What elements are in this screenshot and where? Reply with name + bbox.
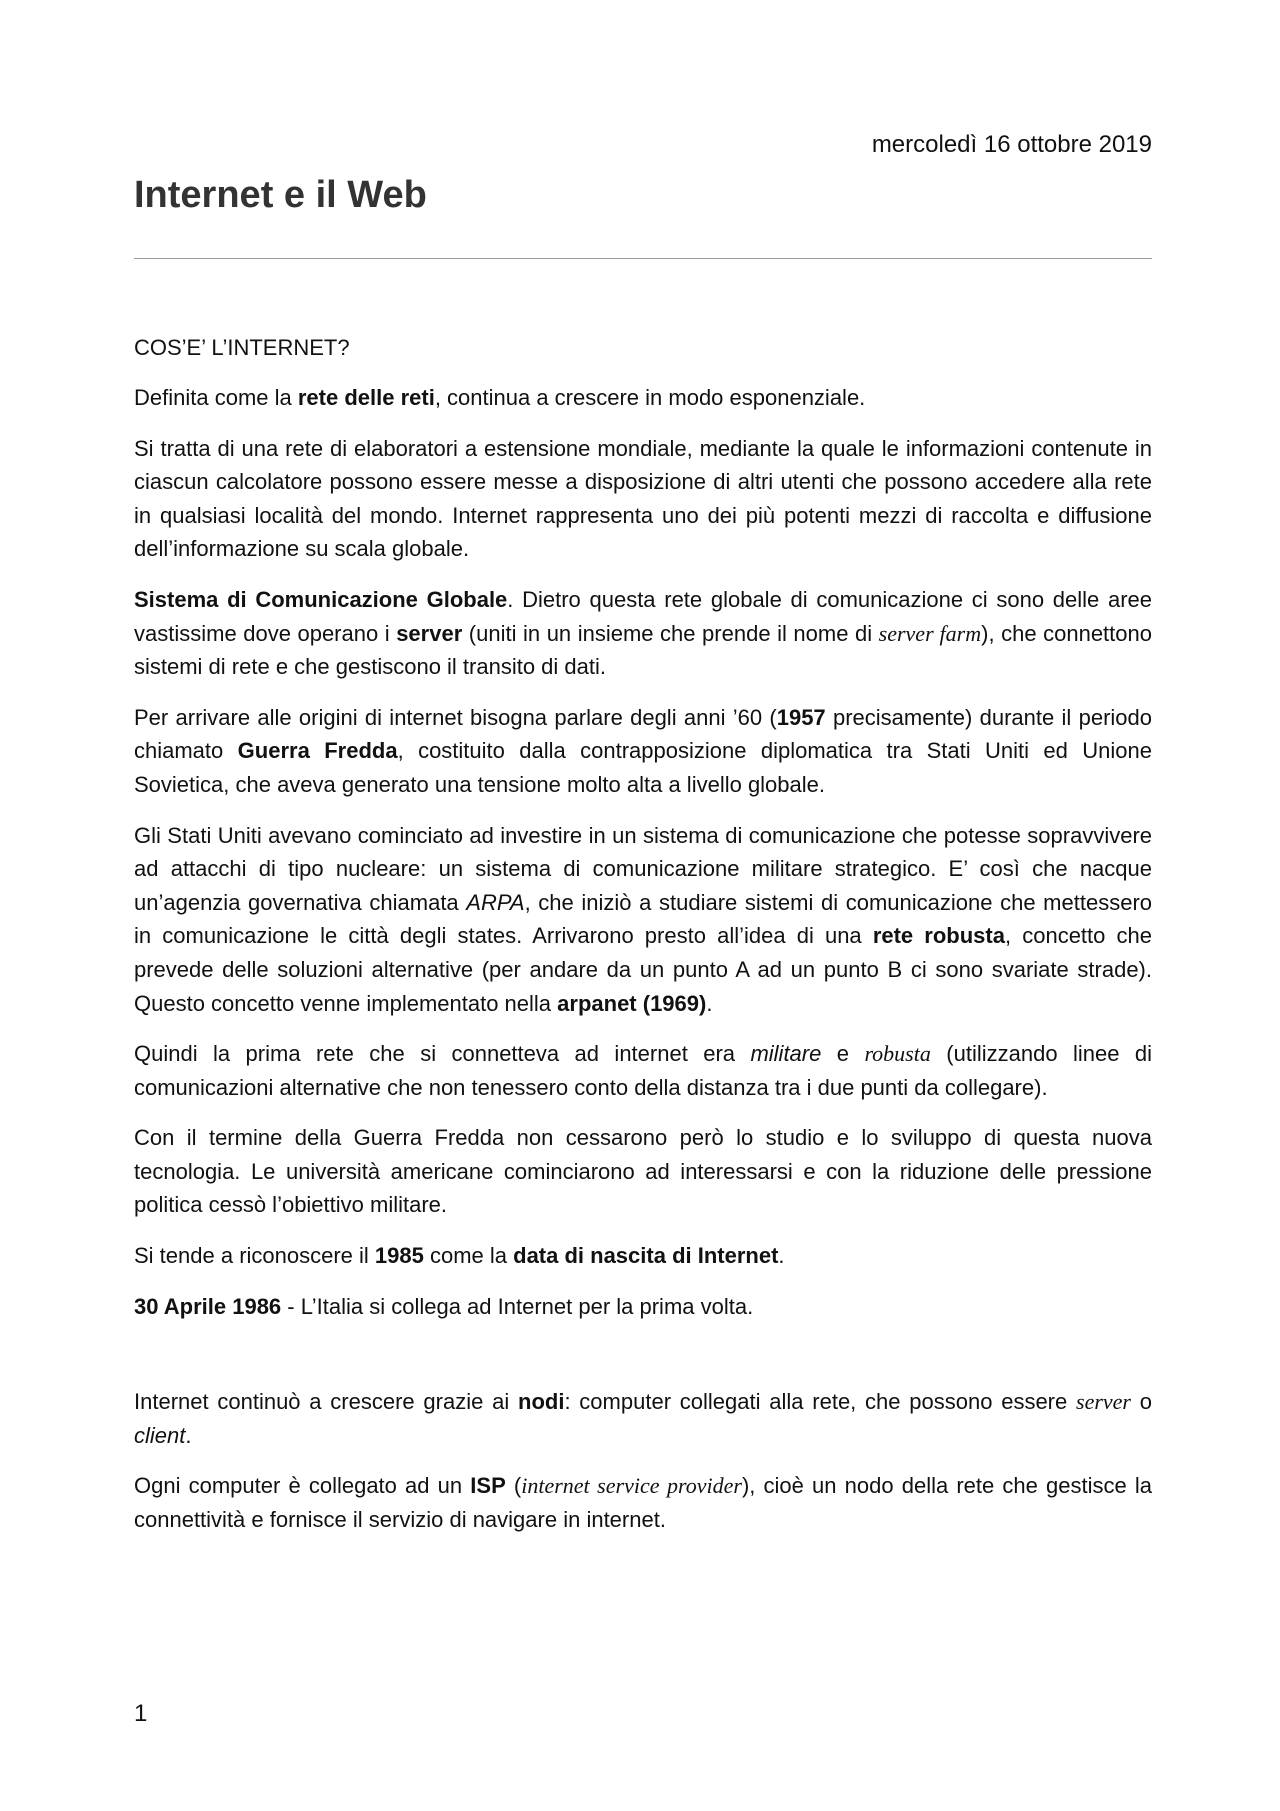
bold-term: 1985: [374, 1243, 424, 1269]
text-run: Internet continuò a crescere grazie ai: [134, 1389, 518, 1415]
text-run: Con il termine della Guerra Fredda non cessarono però lo studio e lo sviluppo di questa nuova tecnologia. Le università americane cominciarono ad interessarsi e con la riduzione delle pressione politica cessò l’obiettivo militare.: [134, 1125, 1152, 1218]
page-number: 1: [134, 1700, 148, 1727]
text-run: , che iniziò a studiare sistemi di comunicazione che mettessero in comunicazione le città degli states. Arrivarono presto all’idea di una: [134, 889, 1153, 949]
italic-term: militare: [750, 1041, 822, 1067]
text-run: - L’Italia si collega ad Internet per la prima volta.: [281, 1293, 754, 1319]
text-run: Definita come la: [134, 385, 298, 410]
bold-term: 1957: [776, 704, 826, 730]
paragraph-origins: [134, 701, 1152, 802]
document-page: [134, 0, 1152, 1811]
text-run: come la: [423, 1243, 514, 1269]
paragraph-birth-date: [134, 1239, 1152, 1273]
paragraph-global-system: [134, 583, 1152, 684]
text-run: (uniti in un insieme che prende il nome di: [462, 620, 879, 646]
bold-term: ISP: [470, 1473, 506, 1499]
text-run: (utilizzando linee di comunicazioni alternative che non tenessero conto della distanza tra i due punti da collegare).: [134, 1041, 1152, 1100]
text-run: precisamente) durante il periodo chiamato: [134, 704, 1152, 764]
text-run: .: [778, 1243, 785, 1269]
paragraph-arpa: [134, 819, 1152, 1021]
italic-term: client: [134, 1422, 186, 1448]
bold-term: nodi: [518, 1389, 565, 1415]
text-run: .: [185, 1422, 192, 1448]
text-run: . Dietro questa rete globale di comunicazione ci sono delle aree vastissime dove operano i: [134, 586, 1152, 646]
paragraph-italy: [134, 1290, 1152, 1324]
text-run: Si tratta di una rete di elaboratori a estensione mondiale, mediante la quale le informazioni contenute in ciascun calcolatore possono essere messe a disposizione di altri utenti che possono accedere alla rete in qualsiasi località del mondo. Internet rappresenta uno dei più potenti mezzi di raccolta e diffusione dell’informazione su scala globale.: [134, 435, 1152, 562]
title-divider: [134, 258, 1152, 259]
bold-term: 30 Aprile 1986: [134, 1293, 282, 1319]
italic-term: internet service provider: [521, 1473, 742, 1499]
text-run: , costituito dalla contrapposizione diplomatica tra Stati Uniti ed Unione Sovietica, che aveva generato una tensione molto alta a livello globale.: [134, 738, 1152, 797]
text-run: o: [1131, 1389, 1152, 1415]
bold-term: Guerra Fredda: [237, 738, 398, 764]
paragraph-first-network: [134, 1037, 1152, 1104]
text-run: Gli Stati Uniti avevano cominciato ad investire in un sistema di comunicazione che potesse sopravvivere ad attacchi di tipo nucleare: un sistema di comunicazione militare strategico. E’ così che nacque un’agenzia governativa chiamata: [134, 822, 1152, 915]
section-heading: COS’E’ L’INTERNET?: [134, 335, 350, 360]
bold-term: arpanet (1969): [557, 990, 707, 1016]
italic-term: server farm: [878, 620, 982, 646]
text-run: : computer collegati alla rete, che possono essere: [564, 1389, 1077, 1415]
text-run: .: [706, 990, 713, 1016]
text-run: , concetto che prevede delle soluzioni alternative (per andare da un punto A ad un punto B ci sono svariate strade). Questo concetto venne implementato nella: [134, 923, 1152, 1016]
text-run: , continua a crescere in modo esponenziale.: [434, 385, 866, 410]
bold-term: rete robusta: [872, 923, 1005, 949]
paragraph-isp: [134, 1469, 1152, 1536]
paragraph-description: [134, 432, 1152, 566]
italic-term: ARPA: [466, 889, 525, 915]
text-run: Si tende a riconoscere il: [134, 1243, 375, 1269]
bold-term: server: [396, 620, 463, 646]
bold-term: rete delle reti: [297, 385, 435, 410]
text-run: ), che connettono sistemi di rete e che gestiscono il transito di dati.: [134, 620, 1152, 680]
text-run: (: [505, 1473, 522, 1499]
text-run: Ogni computer è collegato ad un: [134, 1473, 471, 1499]
italic-term: server: [1076, 1389, 1131, 1415]
text-run: Per arrivare alle origini di internet bisogna parlare degli anni ’60 (: [134, 704, 777, 730]
text-run: e: [821, 1041, 865, 1067]
paragraph-nodes: [134, 1385, 1152, 1452]
italic-term: robusta: [864, 1041, 931, 1067]
document-body: [134, 331, 1152, 1554]
paragraph-definition: [134, 381, 1152, 415]
bold-term: data di nascita di Internet: [513, 1243, 779, 1269]
document-date: mercoledì 16 ottobre 2019: [871, 131, 1152, 158]
text-run: ), cioè un nodo della rete che gestisce la connettività e fornisce il servizio di navigare in internet.: [134, 1473, 1152, 1533]
text-run: Quindi la prima rete che si connetteva ad internet era: [134, 1041, 751, 1067]
paragraph-cold-war-end: [134, 1121, 1152, 1222]
document-title: Internet e il Web: [134, 174, 427, 216]
bold-term: Sistema di Comunicazione Globale: [134, 586, 508, 612]
